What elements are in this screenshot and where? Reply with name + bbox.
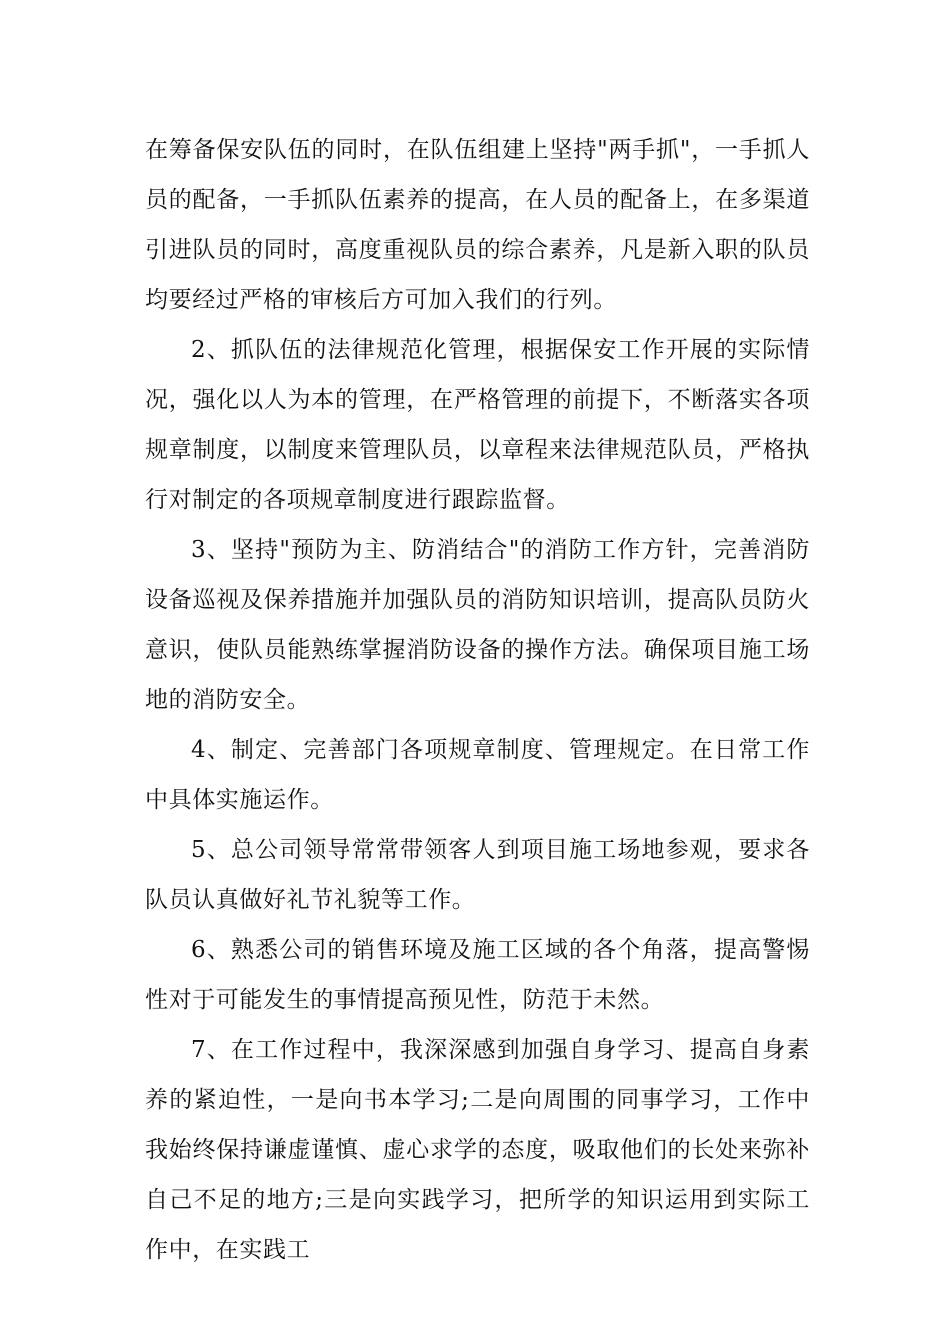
paragraph-item-4: 4、制定、完善部门各项规章制度、管理规定。在日常工作中具体实施运作。 (145, 737, 810, 813)
paragraph-continuation: 在筹备保安队伍的同时，在队伍组建上坚持"两手抓"，一手抓人员的配备，一手抓队伍素养的提高，在人员的配备上，在多渠道引进队员的同时，高度重视队员的综合素养，凡是新入职的队员均要经过严格的审核后方可加入我们的行列。 (145, 137, 810, 313)
paragraph-item-7: 7、在工作过程中，我深深感到加强自身学习、提高自身素养的紧迫性，一是向书本学习;二是向周围的同事学习，工作中我始终保持谦虚谨慎、虚心求学的态度，吸取他们的长处来弥补自己不足的地方;三是向实践学习，把所学的知识运用到实际工作中，在实践工 (145, 1037, 810, 1263)
paragraph-item-5: 5、总公司领导常常带领客人到项目施工场地参观，要求各队员认真做好礼节礼貌等工作。 (145, 837, 810, 913)
paragraph-item-2: 2、抓队伍的法律规范化管理，根据保安工作开展的实际情况，强化以人为本的管理，在严格管理的前提下，不断落实各项规章制度，以制度来管理队员，以章程来法律规范队员，严格执行对制定的各项规章制度进行跟踪监督。 (145, 337, 810, 513)
paragraph-item-3: 3、坚持"预防为主、防消结合"的消防工作方针，完善消防设备巡视及保养措施并加强队员的消防知识培训，提高队员防火意识，使队员能熟练掌握消防设备的操作方法。确保项目施工场地的消防安全。 (145, 537, 810, 713)
paragraph-item-6: 6、熟悉公司的销售环境及施工区域的各个角落，提高警惕性对于可能发生的事情提高预见性，防范于未然。 (145, 937, 810, 1013)
